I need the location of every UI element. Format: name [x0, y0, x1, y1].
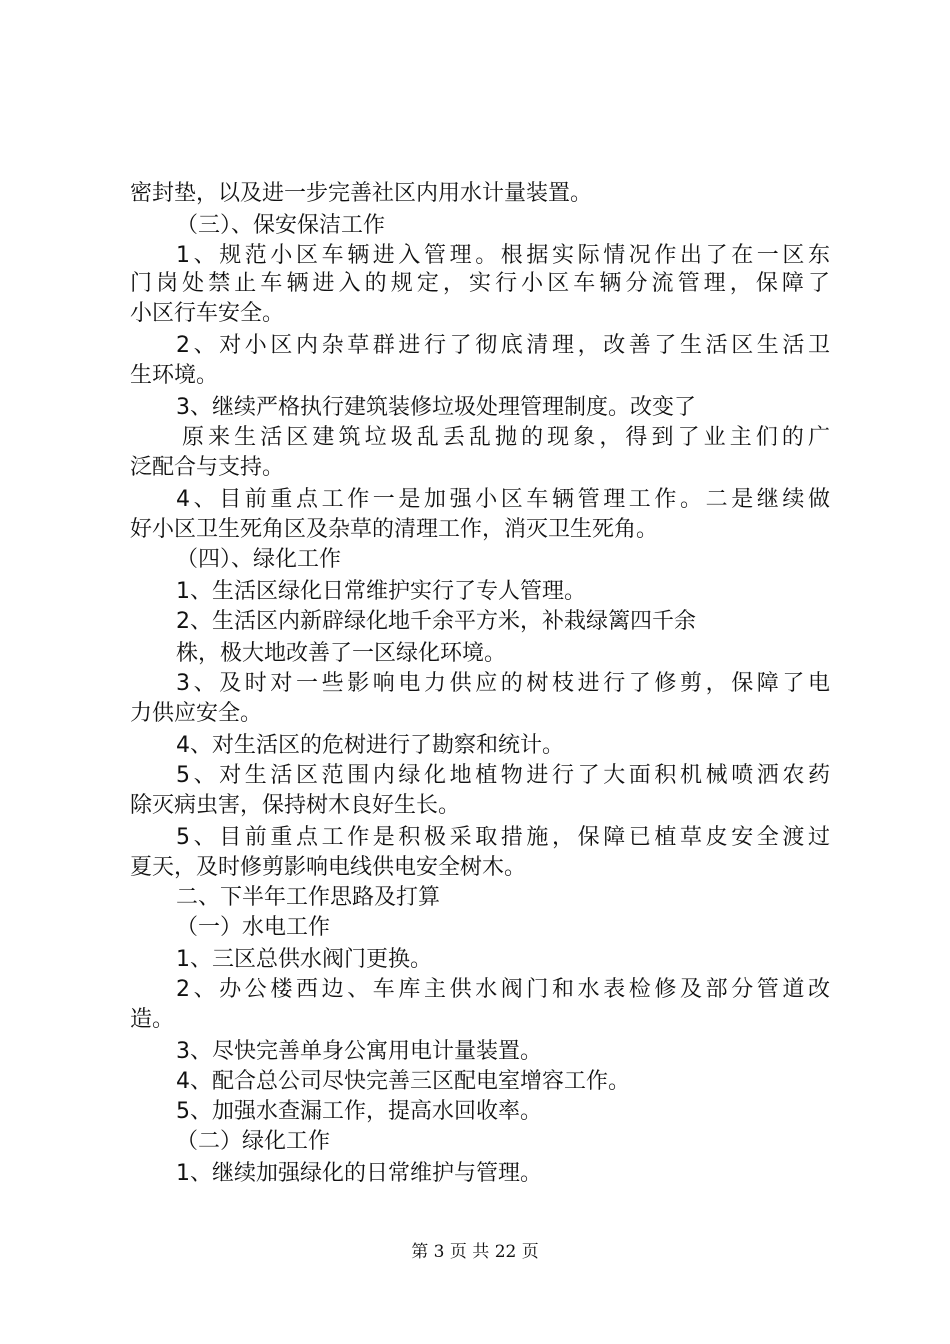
text-line: 1、三区总供水阀门更换。: [176, 947, 432, 972]
text-line: 除灭病虫害，保持树木良好生长。: [130, 793, 461, 818]
text-line: 5、对生活区范围内绿化地植物进行了大面积机械喷洒农药: [176, 763, 830, 788]
section-heading: （一）水电工作: [176, 915, 331, 940]
text-line: 5、目前重点工作是积极采取措施，保障已植草皮安全渡过: [176, 825, 830, 850]
section-heading: （二）绿化工作: [176, 1129, 331, 1154]
text-line: 1、生活区绿化日常维护实行了专人管理。: [176, 579, 586, 604]
text-line: 株，极大地改善了一区绿化环境。: [176, 641, 507, 666]
text-line: 3、及时对一些影响电力供应的树枝进行了修剪，保障了电: [176, 671, 830, 696]
text-line: 好小区卫生死角区及杂草的清理工作，消灭卫生死角。: [130, 517, 659, 542]
text-line: 小区行车安全。: [130, 301, 285, 326]
text-line: 3、继续严格执行建筑装修垃圾处理管理制度。改变了: [176, 395, 696, 420]
text-line: 夏天，及时修剪影响电线供电安全树木。: [130, 855, 527, 880]
text-line: 2、生活区内新辟绿化地千余平方米，补栽绿篱四千余: [176, 609, 696, 634]
text-line: 4、配合总公司尽快完善三区配电室增容工作。: [176, 1069, 630, 1094]
text-line: 力供应安全。: [130, 701, 263, 726]
text-line: 2、对小区内杂草群进行了彻底清理，改善了生活区生活卫: [176, 333, 830, 358]
section-heading: （三）、保安保洁工作: [176, 213, 386, 238]
page-footer: 第 3 页 共 22 页: [411, 1242, 539, 1262]
text-line: 原来生活区建筑垃圾乱丢乱抛的现象，得到了业主们的广: [182, 425, 830, 450]
text-line: 1、继续加强绿化的日常维护与管理。: [176, 1161, 542, 1186]
text-line: 4、目前重点工作一是加强小区车辆管理工作。二是继续做: [176, 487, 830, 512]
text-line: 门岗处禁止车辆进入的规定，实行小区车辆分流管理，保障了: [130, 271, 830, 296]
text-line: 密封垫，以及进一步完善社区内用水计量装置。: [130, 181, 593, 206]
text-line: 3、尽快完善单身公寓用电计量装置。: [176, 1039, 542, 1064]
text-line: 5、加强水查漏工作，提高水回收率。: [176, 1099, 542, 1124]
text-line: 4、对生活区的危树进行了勘察和统计。: [176, 733, 564, 758]
text-line: 1、规范小区车辆进入管理。根据实际情况作出了在一区东: [176, 243, 830, 268]
section-heading: （四）、绿化工作: [176, 547, 342, 572]
text-line: 2、办公楼西边、车库主供水阀门和水表检修及部分管道改: [176, 977, 830, 1002]
text-line: 泛配合与支持。: [130, 455, 285, 480]
text-line: 造。: [130, 1007, 175, 1032]
text-line: 生环境。: [130, 363, 219, 388]
section-heading: 二、下半年工作思路及打算: [176, 885, 441, 910]
